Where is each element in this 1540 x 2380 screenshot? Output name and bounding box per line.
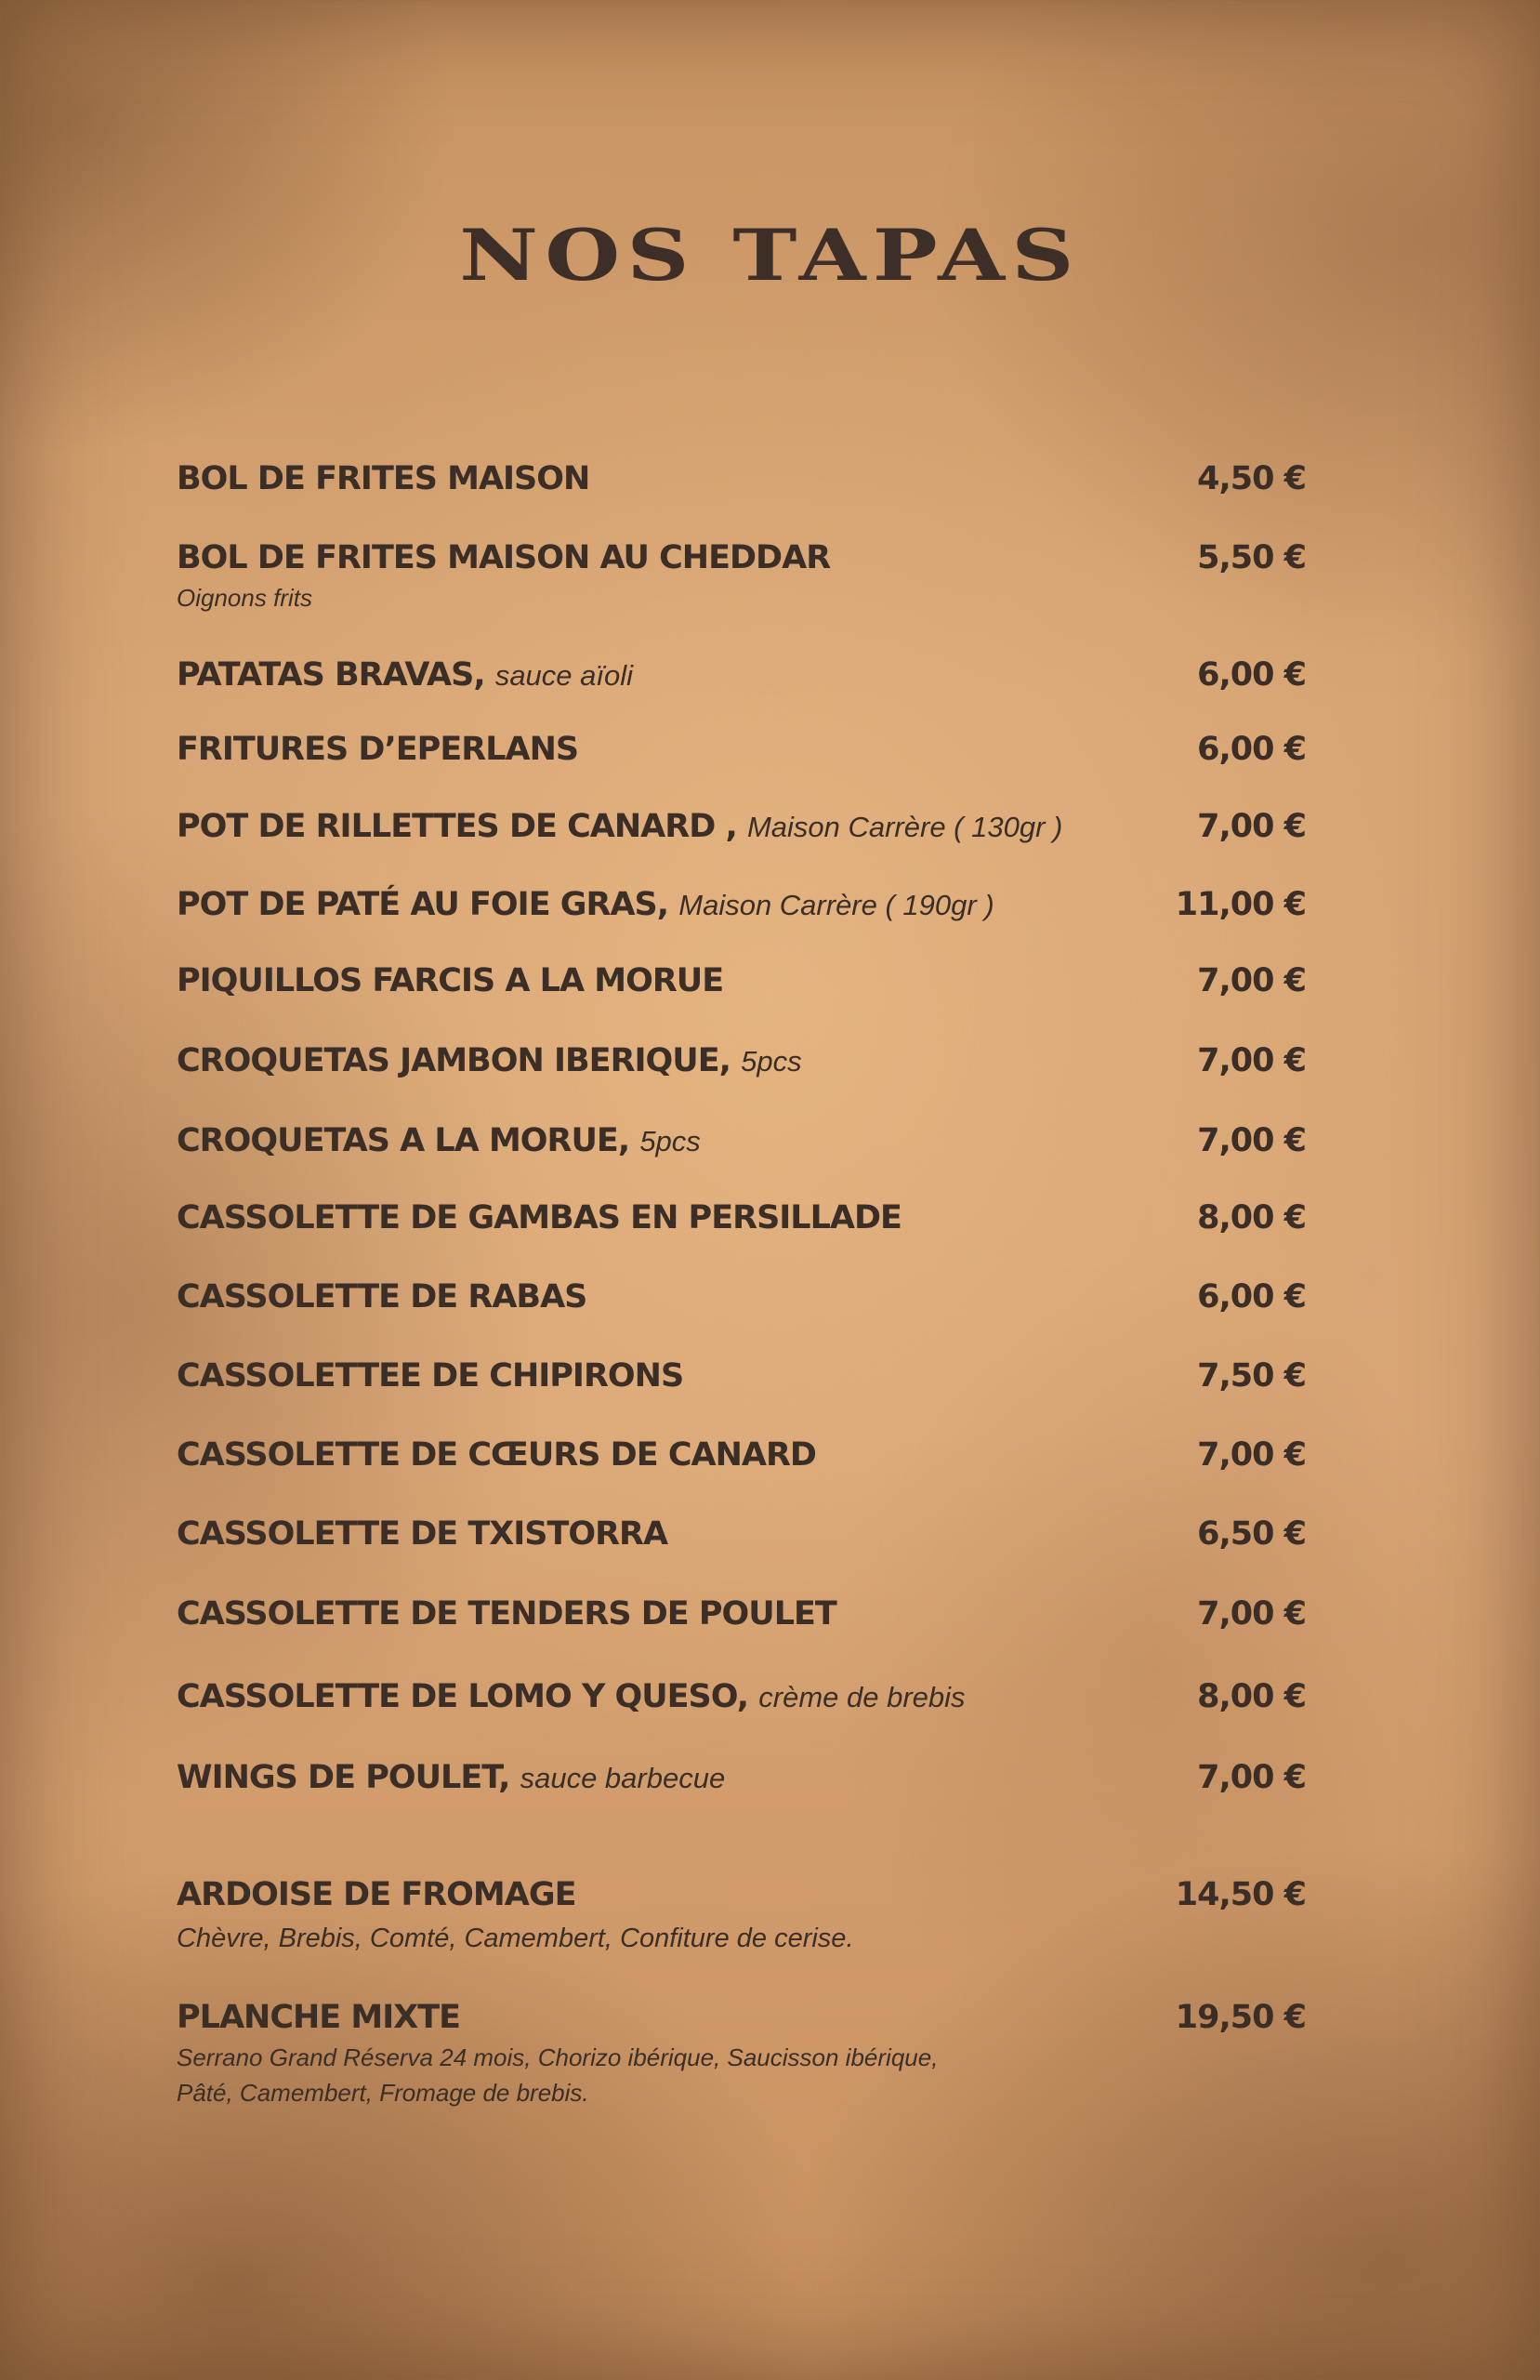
item-description: Oignons frits <box>177 584 312 612</box>
item-description: Serrano Grand Réserva 24 mois, Chorizo ibérique, Saucisson ibérique, Pâté, Camembert, Fromage de brebis. <box>177 2043 939 2107</box>
item-name: ARDOISE DE FROMAGE <box>177 1876 576 1913</box>
item-price: 7,00 € <box>1197 808 1306 845</box>
item-name: CASSOLETTE DE GAMBAS EN PERSILLADE <box>177 1199 902 1236</box>
item-note: sauce aïoli <box>494 659 634 692</box>
menu-item <box>177 1042 1306 1079</box>
menu-item <box>177 656 1306 694</box>
menu-item <box>177 539 1306 615</box>
item-price: 6,00 € <box>1197 656 1306 694</box>
menu-item <box>177 808 1306 845</box>
item-name: FRITURES D’EPERLANS <box>177 731 579 768</box>
item-price: 8,00 € <box>1197 1199 1306 1236</box>
item-price: 7,50 € <box>1197 1357 1306 1395</box>
item-price: 14,50 € <box>1175 1876 1306 1913</box>
item-price: 7,00 € <box>1197 1436 1306 1474</box>
menu-item <box>177 1876 1306 1956</box>
item-price: 7,00 € <box>1197 1595 1306 1633</box>
item-price: 7,00 € <box>1197 1122 1306 1159</box>
item-name: CROQUETAS JAMBON IBERIQUE, 5pcs <box>177 1042 802 1079</box>
item-name: POT DE RILLETTES DE CANARD , Maison Carrère ( 130gr ) <box>177 808 1063 845</box>
item-name: CASSOLETTE DE LOMO Y QUESO, crème de brebis <box>177 1678 966 1715</box>
item-note: Maison Carrère ( 130gr ) <box>746 811 1063 843</box>
menu-item <box>177 1357 1306 1395</box>
item-name: CASSOLETTE DE RABAS <box>177 1278 587 1316</box>
item-name: PIQUILLOS FARCIS A LA MORUE <box>177 962 724 999</box>
item-name: CASSOLETTE DE TXISTORRA <box>177 1515 668 1553</box>
menu-item <box>177 1515 1306 1553</box>
item-price: 7,00 € <box>1197 1759 1306 1796</box>
item-name: BOL DE FRITES MAISON AU CHEDDAR <box>177 539 831 576</box>
item-price: 8,00 € <box>1197 1678 1306 1715</box>
item-description: Chèvre, Brebis, Comté, Camembert, Confiture de cerise. <box>177 1924 854 1953</box>
item-price: 6,50 € <box>1197 1515 1306 1553</box>
menu-item <box>177 1122 1306 1159</box>
item-name: WINGS DE POULET, sauce barbecue <box>177 1759 726 1796</box>
item-price: 19,50 € <box>1175 1999 1306 2036</box>
menu-item <box>177 1436 1306 1474</box>
item-name: CROQUETAS A LA MORUE, 5pcs <box>177 1122 701 1159</box>
item-note: crème de brebis <box>758 1681 966 1713</box>
menu-item <box>177 460 1306 497</box>
item-name: BOL DE FRITES MAISON <box>177 460 590 497</box>
menu-item <box>177 1678 1306 1715</box>
menu-item <box>177 1999 1306 2110</box>
menu-item <box>177 886 1306 923</box>
menu-item <box>177 731 1306 768</box>
menu-item <box>177 1595 1306 1633</box>
item-name: PATATAS BRAVAS, sauce aïoli <box>177 656 634 694</box>
item-price: 11,00 € <box>1175 886 1306 923</box>
item-name: CASSOLETTEE DE CHIPIRONS <box>177 1357 684 1395</box>
menu-item <box>177 1199 1306 1236</box>
item-note: Maison Carrère ( 190gr ) <box>678 889 994 921</box>
item-note: 5pcs <box>639 1125 701 1157</box>
item-price: 5,50 € <box>1197 539 1306 576</box>
item-name: CASSOLETTE DE TENDERS DE POULET <box>177 1595 836 1633</box>
item-price: 6,00 € <box>1197 731 1306 768</box>
menu-item <box>177 1278 1306 1316</box>
item-note: 5pcs <box>741 1045 802 1078</box>
item-note: sauce barbecue <box>520 1762 726 1794</box>
item-price: 7,00 € <box>1197 1042 1306 1079</box>
item-price: 7,00 € <box>1197 962 1306 999</box>
item-name: POT DE PATÉ AU FOIE GRAS, Maison Carrère ( 190gr ) <box>177 886 994 923</box>
menu-title: NOS TAPAS <box>459 214 1081 297</box>
item-name: CASSOLETTE DE CŒURS DE CANARD <box>177 1436 816 1474</box>
item-name: PLANCHE MIXTE <box>177 1999 461 2036</box>
menu-item <box>177 1759 1306 1796</box>
item-price: 6,00 € <box>1197 1278 1306 1316</box>
item-price: 4,50 € <box>1197 460 1306 497</box>
menu-item <box>177 962 1306 999</box>
